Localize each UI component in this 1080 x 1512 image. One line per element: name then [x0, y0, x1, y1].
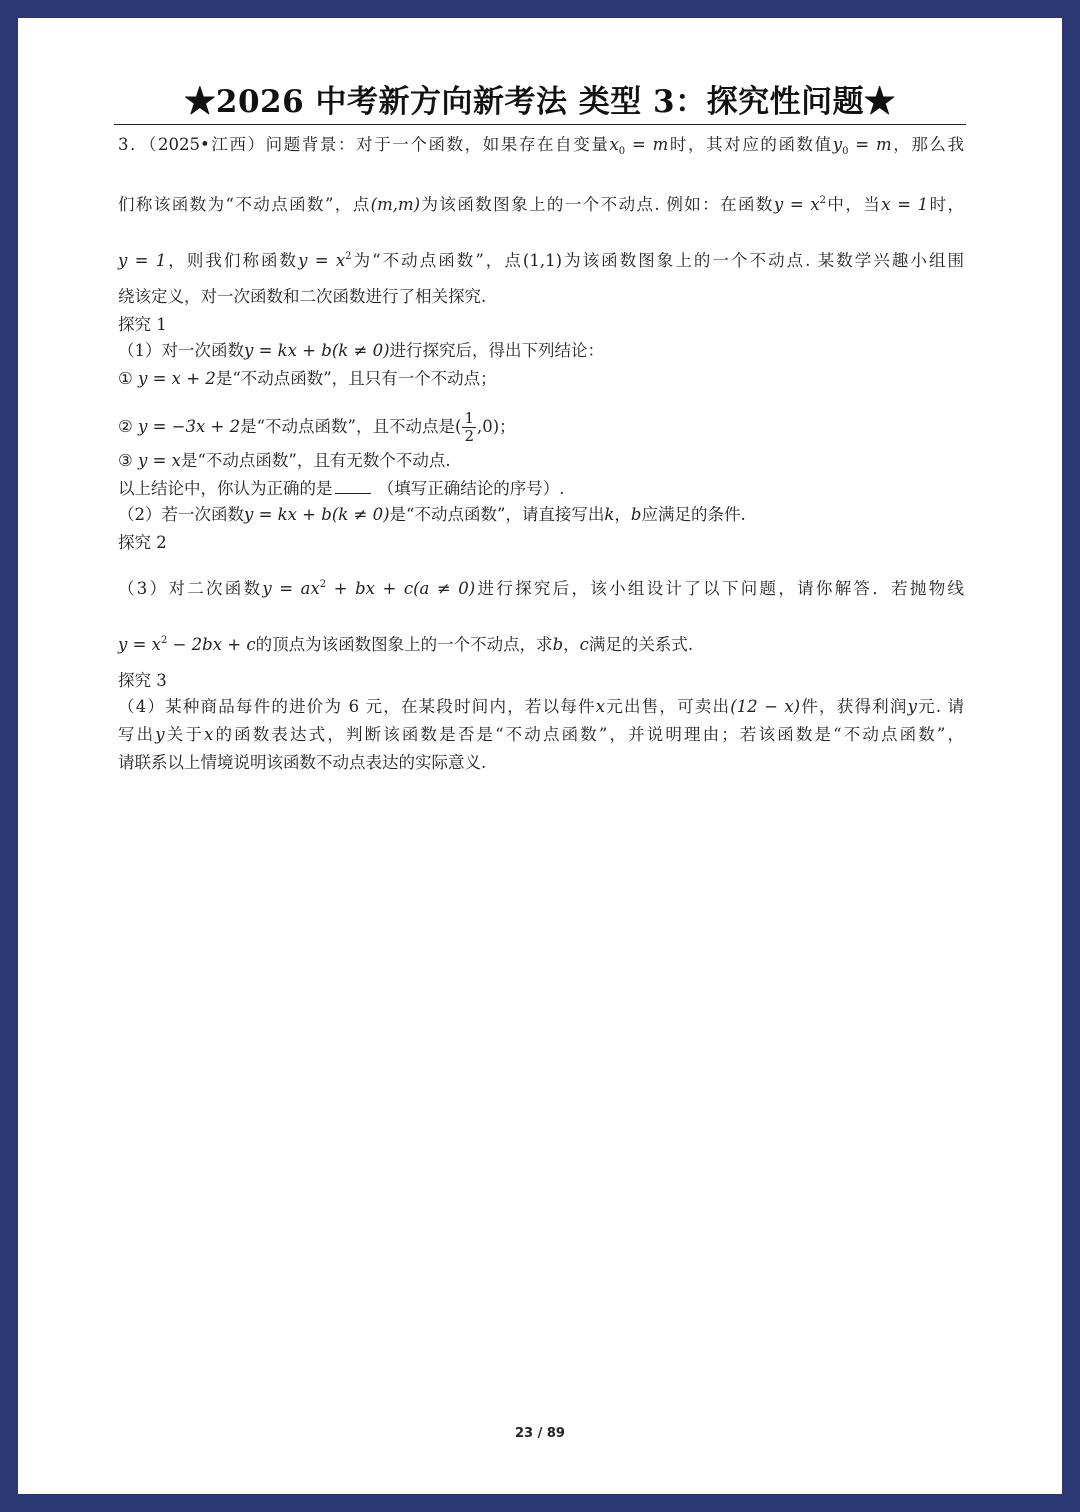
fraction-one-half: $\frac{1}{2}$ [464, 409, 474, 445]
explore-1-heading: 探究 1 [118, 315, 167, 334]
problem-line-2: 们称该函数为“不动点函数”，点(m,m)为该函数图象上的一个不动点. 例如：在函数$y = x^2$中，当x = 1时， [118, 195, 965, 214]
conclusion-3: ③ y = x是“不动点函数”，且有无数个不动点. [118, 451, 451, 470]
explore-2-heading: 探究 2 [118, 533, 167, 552]
question-3-continued: $y = x^2 - 2bx + c$的顶点为该函数图象上的一个不动点，求b，c满足的关系式. [118, 635, 694, 654]
conclusion-1: ① y = x + 2是“不动点函数”，且只有一个不动点； [118, 369, 497, 388]
explore-3-heading: 探究 3 [118, 671, 167, 690]
title-underline [114, 124, 966, 125]
conclusion-2: ② y = −3x + 2是“不动点函数”，且不动点是( $\frac{1}{2}$ ,0)； [118, 409, 516, 445]
answer-blank [335, 479, 371, 494]
problem-line-1: 3．（2025•江西）问题背景：对于一个函数，如果存在自变量$x_0 = m$时，其对应的函数值$y_0 = m$，那么我 [118, 135, 965, 157]
page-title: ★2026 中考新方向新考法 类型 3：探究性问题★ [184, 84, 896, 120]
problem-line-3: y = 1，则我们称函数$y = x^2$为“不动点函数”，点(1,1)为该函数图象上的一个不动点. 某数学兴趣小组围 [118, 251, 965, 270]
conclusion-prompt: 以上结论中，你认为正确的是 （填写正确结论的序号）. [118, 479, 565, 498]
problem-line-4: 绕该定义，对一次函数和二次函数进行了相关探究. [118, 287, 487, 306]
question-3: （3）对二次函数$y = ax^2$ + bx + c(a ≠ 0)进行探究后，该小组设计了以下问题，请你解答．若抛物线 [118, 579, 965, 598]
document-page [18, 18, 1062, 1494]
page-number: 23 / 89 [515, 1426, 565, 1441]
question-4-line-2: 写出y关于x的函数表达式，判断该函数是否是“不动点函数”，并说明理由；若该函数是“不动点函数”， [118, 725, 964, 744]
question-2: （2）若一次函数y = kx + b(k ≠ 0)是“不动点函数”，请直接写出k，b应满足的条件. [118, 505, 746, 524]
question-4: （4）某种商品每件的进价为 6 元，在某段时间内，若以每件x元出售，可卖出(12 − x)件，获得利润y元. 请 [118, 697, 965, 716]
question-1: （1）对一次函数y = kx + b(k ≠ 0)进行探究后，得出下列结论： [118, 341, 605, 360]
question-4-line-3: 请联系以上情境说明该函数不动点表达的实际意义. [118, 753, 487, 772]
